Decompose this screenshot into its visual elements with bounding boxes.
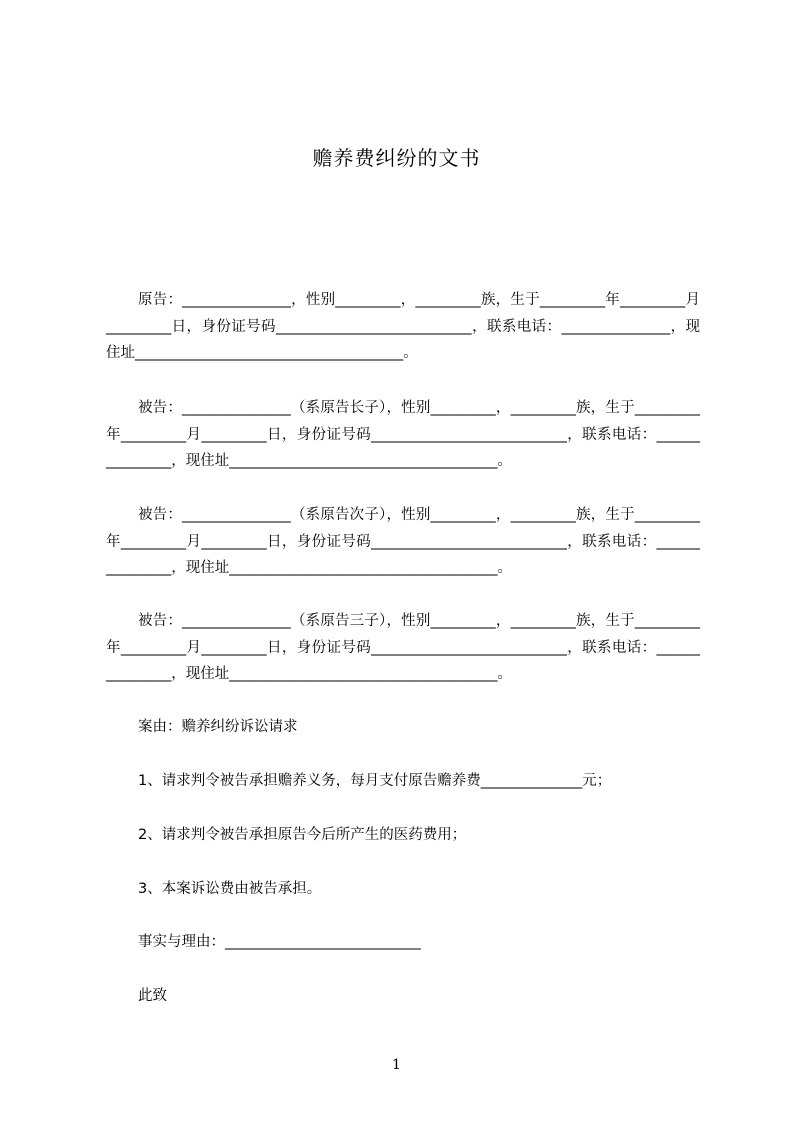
claim-item-2: 2、请求判令被告承担原告今后所产生的医药费用；	[138, 827, 467, 843]
defendant-eldest-son-paragraph: 被告：_______________（系原告长子），性别_________，_________族，生于_________年_________月_________日，身份证号码___________________________，联系电话：_______________，现住址_____________________________________。	[106, 400, 700, 469]
plaintiff-paragraph: 原告：_______________，性别_________，_________族，生于_________年_________月_________日，身份证号码___________________________，联系电话：_______________，现住址_____________________________________。	[106, 292, 700, 361]
defendant-third-son-paragraph: 被告：_______________（系原告三子），性别_________，_________族，生于_________年_________月_________日，身份证号码___________________________，联系电话：_______________，现住址_____________________________________。	[106, 613, 700, 682]
closing-salutation: 此致	[138, 988, 167, 1004]
claim-item-3: 3、本案诉讼费由被告承担。	[138, 881, 322, 897]
page-number: 1	[392, 1057, 401, 1073]
facts-and-reasons: 事实与理由：___________________________	[138, 934, 421, 950]
case-cause: 案由：赡养纠纷诉讼请求	[138, 719, 298, 735]
claim-item-1: 1、请求判令被告承担赡养义务，每月支付原告赡养费______________元；	[138, 773, 612, 789]
document-title: 赡养费纠纷的文书	[312, 146, 481, 170]
defendant-second-son-paragraph: 被告：_______________（系原告次子），性别_________，_________族，生于_________年_________月_________日，身份证号码___________________________，联系电话：_______________，现住址_____________________________________。	[106, 507, 700, 576]
